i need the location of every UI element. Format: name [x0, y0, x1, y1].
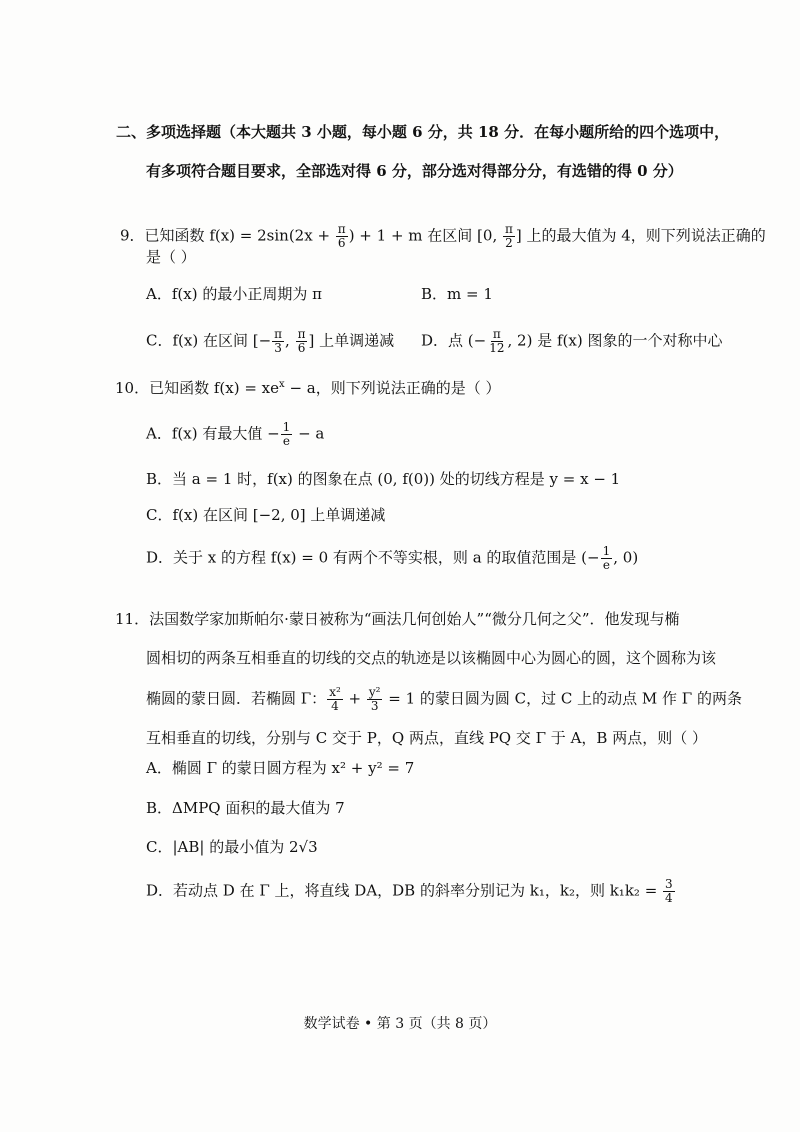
question-11-line-1: 11．法国数学家加斯帕尔·蒙日被称为“画法几何创始人”“微分几何之父”．他发现与椭 [115, 610, 680, 628]
question-10-option-c: C．f(x) 在区间 [−2, 0] 上单调递减 [146, 506, 386, 524]
question-number: 11． [115, 610, 150, 628]
question-number: 10． [115, 379, 150, 397]
question-10-stem: 10．已知函数 $f(x) = xe^x - a$，则下列说法正确的是（ ） [115, 379, 501, 397]
question-11-line-2: 圆相切的两条互相垂直的切线的交点的轨迹是以该椭圆中心为圆心的圆，这个圆称为该 [146, 649, 717, 667]
fraction-x2-over-4: $\frac{\text{x²}}{4}$ [329, 685, 341, 713]
question-9-option-d: D．点 (− $\frac{\pi}{12}$ , 2) 是 f(x) 图象的一个对称中心 [421, 327, 723, 355]
q9-stem-part: ) + 1 + m 在区间 [0, [348, 226, 502, 245]
fraction-pi-over-3: $\frac{\pi}{3}$ [274, 327, 283, 355]
section-title-line-2: 有多项符合题目要求，全部选对得 6 分，部分选对得部分分，有选错的得 0 分） [146, 162, 683, 180]
question-11-line-4: 互相垂直的切线，分别与 C 交于 P，Q 两点，直线 PQ 交 Γ 于 A，B 两点，则（ ） [146, 729, 707, 747]
question-number: 9． [120, 226, 145, 245]
question-10-option-d: D．关于 x 的方程 f(x) = 0 有两个不等实根，则 a 的取值范围是 (− $\frac{1}{e}$ , 0) [146, 544, 639, 572]
q9-stem-part: ] 上的最大值为 4，则下列说法正确的 [515, 226, 766, 245]
question-11-line-3: 椭圆的蒙日圆．若椭圆 Γ： $\frac{\text{x²}}{4}$ + $\frac{\text{y²}}{3}$ = 1 的蒙日圆为圆 C，过 C 上的动点 M 作 Γ 的两条 [146, 685, 742, 713]
q9-stem-part: 已知函数 f(x) = 2sin(2x + [144, 226, 335, 245]
question-9-stem [120, 223, 766, 250]
question-9-option-a: A．f(x) 的最小正周期为 π [146, 285, 322, 303]
fraction-pi-over-12: $\frac{\pi}{12}$ [489, 327, 505, 355]
fraction-pi-over-6: $\frac{\pi}{6}$ [297, 327, 306, 355]
fraction-pi-over-2: $\frac{\pi}{2}$ [504, 222, 513, 250]
fraction-3-over-4: $\frac{3}{4}$ [665, 877, 673, 905]
section-title-line-1: 二、多项选择题（本大题共 3 小题，每小题 6 分，共 18 分．在每小题所给的四个选项中， [116, 123, 730, 141]
question-9-option-b: B．m = 1 [421, 285, 493, 303]
question-9-option-c: C．f(x) 在区间 [− $\frac{\pi}{3}$ , $\frac{\pi}{6}$ ] 上单调递减 [146, 327, 395, 355]
question-11-option-d: D．若动点 D 在 Γ 上，将直线 DA，DB 的斜率分别记为 k₁，k₂，则 k₁k₂ = $\frac{3}{4}$ [146, 877, 673, 905]
question-10-option-b: B．当 a = 1 时，f(x) 的图象在点 (0, f(0)) 处的切线方程是 y = x − 1 [146, 470, 621, 488]
question-11-option-c: C．|AB| 的最小值为 2√3 [146, 838, 318, 856]
fraction-1-over-e: $\frac{1}{e}$ [602, 544, 611, 572]
question-11-option-a: A．椭圆 Γ 的蒙日圆方程为 x² + y² = 7 [146, 759, 415, 777]
question-11-option-b: B．ΔMPQ 面积的最大值为 7 [146, 799, 345, 817]
page-footer: 数学试卷 • 第 3 页（共 8 页） [303, 1016, 497, 1032]
fraction-1-over-e: $\frac{1}{e}$ [282, 420, 291, 448]
question-9-stem-line-2: 是（ ） [146, 248, 196, 266]
fraction-y2-over-3: $\frac{\text{y²}}{3}$ [368, 685, 381, 713]
fraction-pi-over-6: $\frac{\pi}{6}$ [337, 222, 346, 250]
question-10-option-a: A．f(x) 有最大值 − $\frac{1}{e}$ − a [146, 420, 325, 448]
